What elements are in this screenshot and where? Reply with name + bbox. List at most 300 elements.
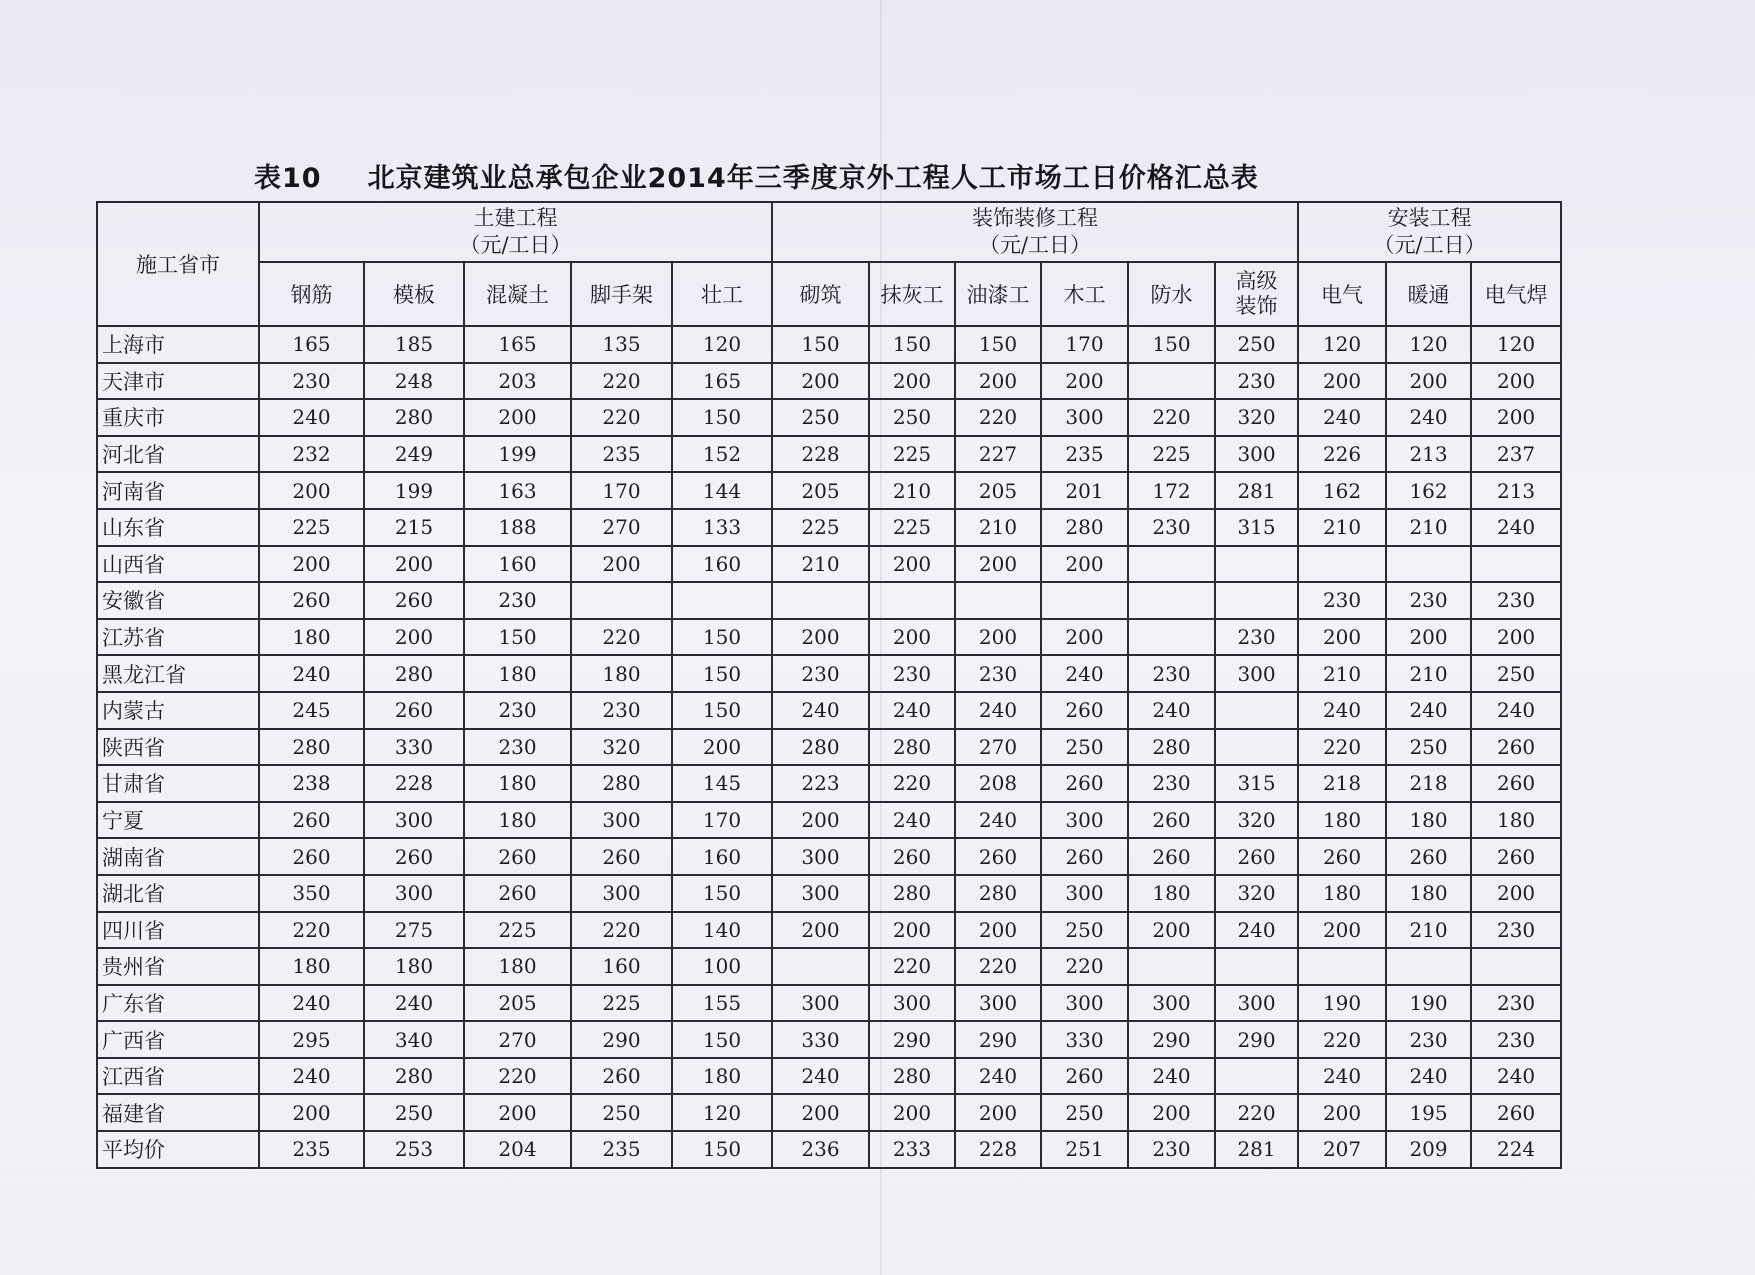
price-cell: 220 <box>571 619 672 656</box>
price-cell: 233 <box>869 1131 955 1168</box>
price-cell: 250 <box>1471 655 1561 692</box>
table-body <box>97 326 1561 1168</box>
price-cell: 330 <box>772 1021 869 1058</box>
price-cell: 180 <box>464 802 571 839</box>
price-cell: 200 <box>772 363 869 400</box>
price-cell: 240 <box>772 1058 869 1095</box>
price-cell: 280 <box>364 1058 464 1095</box>
price-cell: 240 <box>869 802 955 839</box>
price-cell: 210 <box>1298 509 1386 546</box>
price-cell: 200 <box>869 619 955 656</box>
price-cell: 240 <box>259 655 364 692</box>
price-cell: 240 <box>1386 1058 1471 1095</box>
group-name: 安装工程 <box>1387 206 1472 230</box>
price-cell: 235 <box>1041 436 1128 473</box>
price-cell: 260 <box>1041 1058 1128 1095</box>
price-cell: 200 <box>1041 546 1128 583</box>
province-cell: 贵州省 <box>97 948 259 985</box>
price-cell: 218 <box>1386 765 1471 802</box>
table-row <box>97 1058 1561 1095</box>
price-cell: 220 <box>259 912 364 949</box>
price-cell: 230 <box>1128 1131 1215 1168</box>
price-cell: 200 <box>955 619 1041 656</box>
price-cell <box>1128 582 1215 619</box>
province-cell: 山东省 <box>97 509 259 546</box>
price-cell: 260 <box>1471 838 1561 875</box>
price-cell: 280 <box>869 729 955 766</box>
price-cell: 200 <box>955 363 1041 400</box>
price-cell: 200 <box>869 1094 955 1131</box>
price-cell: 260 <box>571 838 672 875</box>
province-cell: 甘肃省 <box>97 765 259 802</box>
price-cell: 340 <box>364 1021 464 1058</box>
price-cell: 220 <box>1215 1094 1298 1131</box>
price-cell <box>672 582 772 619</box>
price-cell: 290 <box>1128 1021 1215 1058</box>
price-cell: 230 <box>1471 985 1561 1022</box>
price-cell: 281 <box>1215 1131 1298 1168</box>
price-cell: 180 <box>259 619 364 656</box>
price-cell: 200 <box>259 1094 364 1131</box>
table-row <box>97 472 1561 509</box>
price-cell: 240 <box>1298 692 1386 729</box>
price-cell: 226 <box>1298 436 1386 473</box>
price-cell <box>1215 1058 1298 1095</box>
price-cell: 300 <box>1041 802 1128 839</box>
group-header-row <box>97 202 1561 262</box>
price-cell: 249 <box>364 436 464 473</box>
price-cell: 240 <box>772 692 869 729</box>
price-cell: 203 <box>464 363 571 400</box>
price-cell: 281 <box>1215 472 1298 509</box>
price-cell: 240 <box>1471 692 1561 729</box>
table-row <box>97 582 1561 619</box>
price-cell: 280 <box>1041 509 1128 546</box>
price-cell: 220 <box>869 948 955 985</box>
price-cell: 162 <box>1298 472 1386 509</box>
price-cell: 225 <box>571 985 672 1022</box>
price-cell: 240 <box>259 985 364 1022</box>
price-cell: 165 <box>672 363 772 400</box>
price-cell: 163 <box>464 472 571 509</box>
price-cell: 300 <box>364 875 464 912</box>
price-cell <box>1128 948 1215 985</box>
price-cell <box>1298 948 1386 985</box>
price-summary-table <box>96 201 1562 1169</box>
price-cell: 250 <box>869 399 955 436</box>
price-cell: 213 <box>1386 436 1471 473</box>
price-cell: 230 <box>1471 582 1561 619</box>
price-cell: 180 <box>571 655 672 692</box>
price-cell: 230 <box>464 729 571 766</box>
column-header: 防水 <box>1128 262 1215 326</box>
price-cell: 200 <box>259 546 364 583</box>
price-cell: 150 <box>672 619 772 656</box>
price-cell: 260 <box>259 802 364 839</box>
price-cell: 250 <box>571 1094 672 1131</box>
province-cell: 内蒙古 <box>97 692 259 729</box>
price-cell: 280 <box>955 875 1041 912</box>
price-cell: 165 <box>464 326 571 363</box>
price-cell: 240 <box>1128 692 1215 729</box>
price-cell: 260 <box>1041 765 1128 802</box>
price-cell: 245 <box>259 692 364 729</box>
price-cell: 295 <box>259 1021 364 1058</box>
province-cell: 天津市 <box>97 363 259 400</box>
price-cell: 240 <box>1386 399 1471 436</box>
group-header-installation <box>1298 202 1561 262</box>
price-cell: 275 <box>364 912 464 949</box>
price-cell: 320 <box>1215 802 1298 839</box>
table-header <box>97 202 1561 326</box>
price-cell: 199 <box>464 436 571 473</box>
price-cell: 120 <box>1386 326 1471 363</box>
table-row <box>97 363 1561 400</box>
table-row <box>97 875 1561 912</box>
price-cell <box>955 582 1041 619</box>
price-cell: 180 <box>672 1058 772 1095</box>
column-header: 暖通 <box>1386 262 1471 326</box>
price-cell: 300 <box>1041 875 1128 912</box>
price-cell: 300 <box>772 985 869 1022</box>
price-cell: 200 <box>364 619 464 656</box>
price-cell: 180 <box>1298 802 1386 839</box>
price-cell: 200 <box>1471 875 1561 912</box>
price-cell: 240 <box>1215 912 1298 949</box>
price-cell: 210 <box>1386 912 1471 949</box>
price-cell: 250 <box>1041 1094 1128 1131</box>
price-cell: 260 <box>955 838 1041 875</box>
price-cell: 220 <box>1041 948 1128 985</box>
price-cell: 200 <box>772 802 869 839</box>
price-cell: 280 <box>259 729 364 766</box>
province-cell: 河北省 <box>97 436 259 473</box>
table-row <box>97 912 1561 949</box>
price-cell: 280 <box>869 875 955 912</box>
table-row <box>97 436 1561 473</box>
price-cell: 260 <box>1041 692 1128 729</box>
price-cell: 290 <box>1215 1021 1298 1058</box>
price-cell: 235 <box>259 1131 364 1168</box>
price-cell: 260 <box>1128 838 1215 875</box>
price-cell: 238 <box>259 765 364 802</box>
price-cell: 320 <box>1215 399 1298 436</box>
price-cell: 300 <box>869 985 955 1022</box>
price-cell: 200 <box>955 546 1041 583</box>
price-cell: 210 <box>869 472 955 509</box>
price-cell: 160 <box>672 546 772 583</box>
province-cell: 广西省 <box>97 1021 259 1058</box>
price-cell: 172 <box>1128 472 1215 509</box>
price-cell: 160 <box>464 546 571 583</box>
price-cell: 200 <box>772 1094 869 1131</box>
price-cell <box>1041 582 1128 619</box>
price-cell: 320 <box>1215 875 1298 912</box>
group-header-civil <box>259 202 772 262</box>
price-cell: 290 <box>571 1021 672 1058</box>
price-cell: 152 <box>672 436 772 473</box>
price-cell: 200 <box>1041 619 1128 656</box>
price-cell: 150 <box>672 399 772 436</box>
price-cell <box>772 948 869 985</box>
price-cell: 225 <box>772 509 869 546</box>
price-cell: 240 <box>1128 1058 1215 1095</box>
table-row <box>97 1131 1561 1168</box>
province-cell: 平均价 <box>97 1131 259 1168</box>
column-header: 抹灰工 <box>869 262 955 326</box>
price-cell: 201 <box>1041 472 1128 509</box>
price-cell: 260 <box>364 582 464 619</box>
price-cell: 260 <box>364 838 464 875</box>
group-name: 装饰装修工程 <box>972 206 1099 230</box>
price-cell: 225 <box>464 912 571 949</box>
table-row <box>97 655 1561 692</box>
column-header: 砌筑 <box>772 262 869 326</box>
price-cell: 220 <box>1128 399 1215 436</box>
price-cell: 300 <box>1215 436 1298 473</box>
price-cell <box>1298 546 1386 583</box>
table-row <box>97 765 1561 802</box>
price-cell: 250 <box>1215 326 1298 363</box>
price-cell: 230 <box>1386 582 1471 619</box>
price-cell: 230 <box>1215 619 1298 656</box>
price-cell: 225 <box>869 436 955 473</box>
price-cell: 228 <box>772 436 869 473</box>
price-cell: 228 <box>955 1131 1041 1168</box>
province-cell: 江西省 <box>97 1058 259 1095</box>
price-cell: 350 <box>259 875 364 912</box>
table-row <box>97 509 1561 546</box>
group-unit: （元/工日） <box>459 233 572 257</box>
province-cell: 江苏省 <box>97 619 259 656</box>
province-cell: 陕西省 <box>97 729 259 766</box>
price-cell: 200 <box>259 472 364 509</box>
price-cell: 133 <box>672 509 772 546</box>
price-cell: 240 <box>1298 399 1386 436</box>
price-cell <box>1215 546 1298 583</box>
table-row <box>97 326 1561 363</box>
price-cell: 200 <box>464 399 571 436</box>
price-cell: 224 <box>1471 1131 1561 1168</box>
price-cell: 280 <box>364 399 464 436</box>
price-cell: 260 <box>1471 765 1561 802</box>
price-cell: 195 <box>1386 1094 1471 1131</box>
price-cell: 230 <box>955 655 1041 692</box>
price-cell: 220 <box>955 948 1041 985</box>
price-cell: 120 <box>672 1094 772 1131</box>
province-cell: 广东省 <box>97 985 259 1022</box>
table-row <box>97 802 1561 839</box>
price-cell: 200 <box>1041 363 1128 400</box>
price-cell: 150 <box>464 619 571 656</box>
price-cell: 260 <box>1215 838 1298 875</box>
table-row <box>97 546 1561 583</box>
price-cell: 280 <box>571 765 672 802</box>
province-cell: 河南省 <box>97 472 259 509</box>
price-cell: 165 <box>259 326 364 363</box>
price-cell: 180 <box>1298 875 1386 912</box>
price-cell: 200 <box>1128 912 1215 949</box>
price-cell: 240 <box>1041 655 1128 692</box>
price-cell: 230 <box>259 363 364 400</box>
price-cell: 200 <box>869 546 955 583</box>
price-cell: 230 <box>571 692 672 729</box>
price-cell: 248 <box>364 363 464 400</box>
price-cell: 210 <box>1386 655 1471 692</box>
group-name: 土建工程 <box>473 206 558 230</box>
table-row <box>97 985 1561 1022</box>
price-cell: 200 <box>1386 619 1471 656</box>
price-cell: 228 <box>364 765 464 802</box>
column-header: 钢筋 <box>259 262 364 326</box>
price-cell: 200 <box>955 1094 1041 1131</box>
price-cell: 190 <box>1298 985 1386 1022</box>
column-header-row <box>97 262 1561 326</box>
price-cell: 230 <box>1471 1021 1561 1058</box>
price-cell: 290 <box>869 1021 955 1058</box>
price-cell: 200 <box>571 546 672 583</box>
price-cell: 230 <box>1128 655 1215 692</box>
corner-header: 施工省市 <box>97 202 259 326</box>
price-cell: 240 <box>1298 1058 1386 1095</box>
price-cell: 300 <box>571 875 672 912</box>
price-cell: 260 <box>259 838 364 875</box>
price-cell: 290 <box>955 1021 1041 1058</box>
table-title <box>254 156 1259 195</box>
price-cell <box>1215 729 1298 766</box>
price-cell: 260 <box>869 838 955 875</box>
price-cell: 250 <box>1386 729 1471 766</box>
province-cell: 福建省 <box>97 1094 259 1131</box>
price-cell: 220 <box>571 399 672 436</box>
price-cell: 240 <box>1386 692 1471 729</box>
group-unit: （元/工日） <box>978 233 1092 257</box>
price-cell: 208 <box>955 765 1041 802</box>
price-cell: 200 <box>869 363 955 400</box>
price-cell: 200 <box>1298 619 1386 656</box>
price-cell: 260 <box>1386 838 1471 875</box>
price-cell: 200 <box>464 1094 571 1131</box>
price-cell: 240 <box>869 692 955 729</box>
price-cell: 180 <box>1128 875 1215 912</box>
price-cell: 225 <box>1128 436 1215 473</box>
price-cell: 230 <box>1471 912 1561 949</box>
price-cell: 260 <box>1128 802 1215 839</box>
price-cell: 180 <box>464 655 571 692</box>
price-cell: 188 <box>464 509 571 546</box>
column-header: 木工 <box>1041 262 1128 326</box>
price-cell: 232 <box>259 436 364 473</box>
column-header: 油漆工 <box>955 262 1041 326</box>
price-cell <box>1215 582 1298 619</box>
price-cell: 200 <box>1471 619 1561 656</box>
price-cell: 220 <box>1298 729 1386 766</box>
price-cell: 300 <box>1041 399 1128 436</box>
province-cell: 四川省 <box>97 912 259 949</box>
table-row <box>97 1094 1561 1131</box>
price-cell: 260 <box>1298 838 1386 875</box>
province-cell: 湖北省 <box>97 875 259 912</box>
price-cell: 200 <box>869 912 955 949</box>
price-cell: 270 <box>464 1021 571 1058</box>
price-cell: 260 <box>464 838 571 875</box>
price-cell: 145 <box>672 765 772 802</box>
price-cell: 220 <box>571 912 672 949</box>
price-cell: 200 <box>1471 363 1561 400</box>
price-cell: 150 <box>1128 326 1215 363</box>
price-cell: 205 <box>955 472 1041 509</box>
price-cell: 180 <box>1386 802 1471 839</box>
price-cell: 150 <box>672 1021 772 1058</box>
price-cell: 120 <box>1298 326 1386 363</box>
price-cell: 315 <box>1215 509 1298 546</box>
price-cell: 150 <box>672 655 772 692</box>
price-cell: 170 <box>1041 326 1128 363</box>
price-cell: 160 <box>571 948 672 985</box>
price-cell: 190 <box>1386 985 1471 1022</box>
price-cell: 300 <box>1128 985 1215 1022</box>
price-cell <box>772 582 869 619</box>
table-row <box>97 838 1561 875</box>
group-unit: （元/工日） <box>1373 233 1486 257</box>
price-cell <box>1128 619 1215 656</box>
price-cell: 230 <box>869 655 955 692</box>
price-cell: 240 <box>1471 509 1561 546</box>
price-cell <box>1471 546 1561 583</box>
price-cell: 120 <box>672 326 772 363</box>
price-cell: 223 <box>772 765 869 802</box>
price-cell: 260 <box>259 582 364 619</box>
price-cell: 320 <box>571 729 672 766</box>
table-row <box>97 729 1561 766</box>
price-cell: 230 <box>1298 582 1386 619</box>
price-cell: 300 <box>1215 985 1298 1022</box>
price-cell: 260 <box>1471 729 1561 766</box>
table-row <box>97 399 1561 436</box>
price-cell: 150 <box>672 692 772 729</box>
price-cell: 200 <box>955 912 1041 949</box>
province-cell: 上海市 <box>97 326 259 363</box>
price-cell: 180 <box>464 948 571 985</box>
price-cell <box>571 582 672 619</box>
price-cell: 200 <box>772 619 869 656</box>
price-cell: 236 <box>772 1131 869 1168</box>
price-cell: 250 <box>1041 729 1128 766</box>
price-cell: 205 <box>464 985 571 1022</box>
price-cell <box>1386 948 1471 985</box>
column-header: 电气焊 <box>1471 262 1561 326</box>
price-cell <box>1215 692 1298 729</box>
column-header: 壮工 <box>672 262 772 326</box>
price-cell: 237 <box>1471 436 1561 473</box>
price-cell: 185 <box>364 326 464 363</box>
price-cell: 250 <box>1041 912 1128 949</box>
price-cell: 144 <box>672 472 772 509</box>
price-cell <box>869 582 955 619</box>
price-cell: 225 <box>869 509 955 546</box>
price-cell: 300 <box>1041 985 1128 1022</box>
province-cell: 湖南省 <box>97 838 259 875</box>
price-cell: 150 <box>672 875 772 912</box>
price-cell: 200 <box>1471 399 1561 436</box>
price-cell: 280 <box>869 1058 955 1095</box>
price-cell: 270 <box>955 729 1041 766</box>
column-header: 模板 <box>364 262 464 326</box>
table-row <box>97 1021 1561 1058</box>
price-cell: 180 <box>464 765 571 802</box>
table-number: 表10 <box>254 163 322 194</box>
price-cell: 100 <box>672 948 772 985</box>
